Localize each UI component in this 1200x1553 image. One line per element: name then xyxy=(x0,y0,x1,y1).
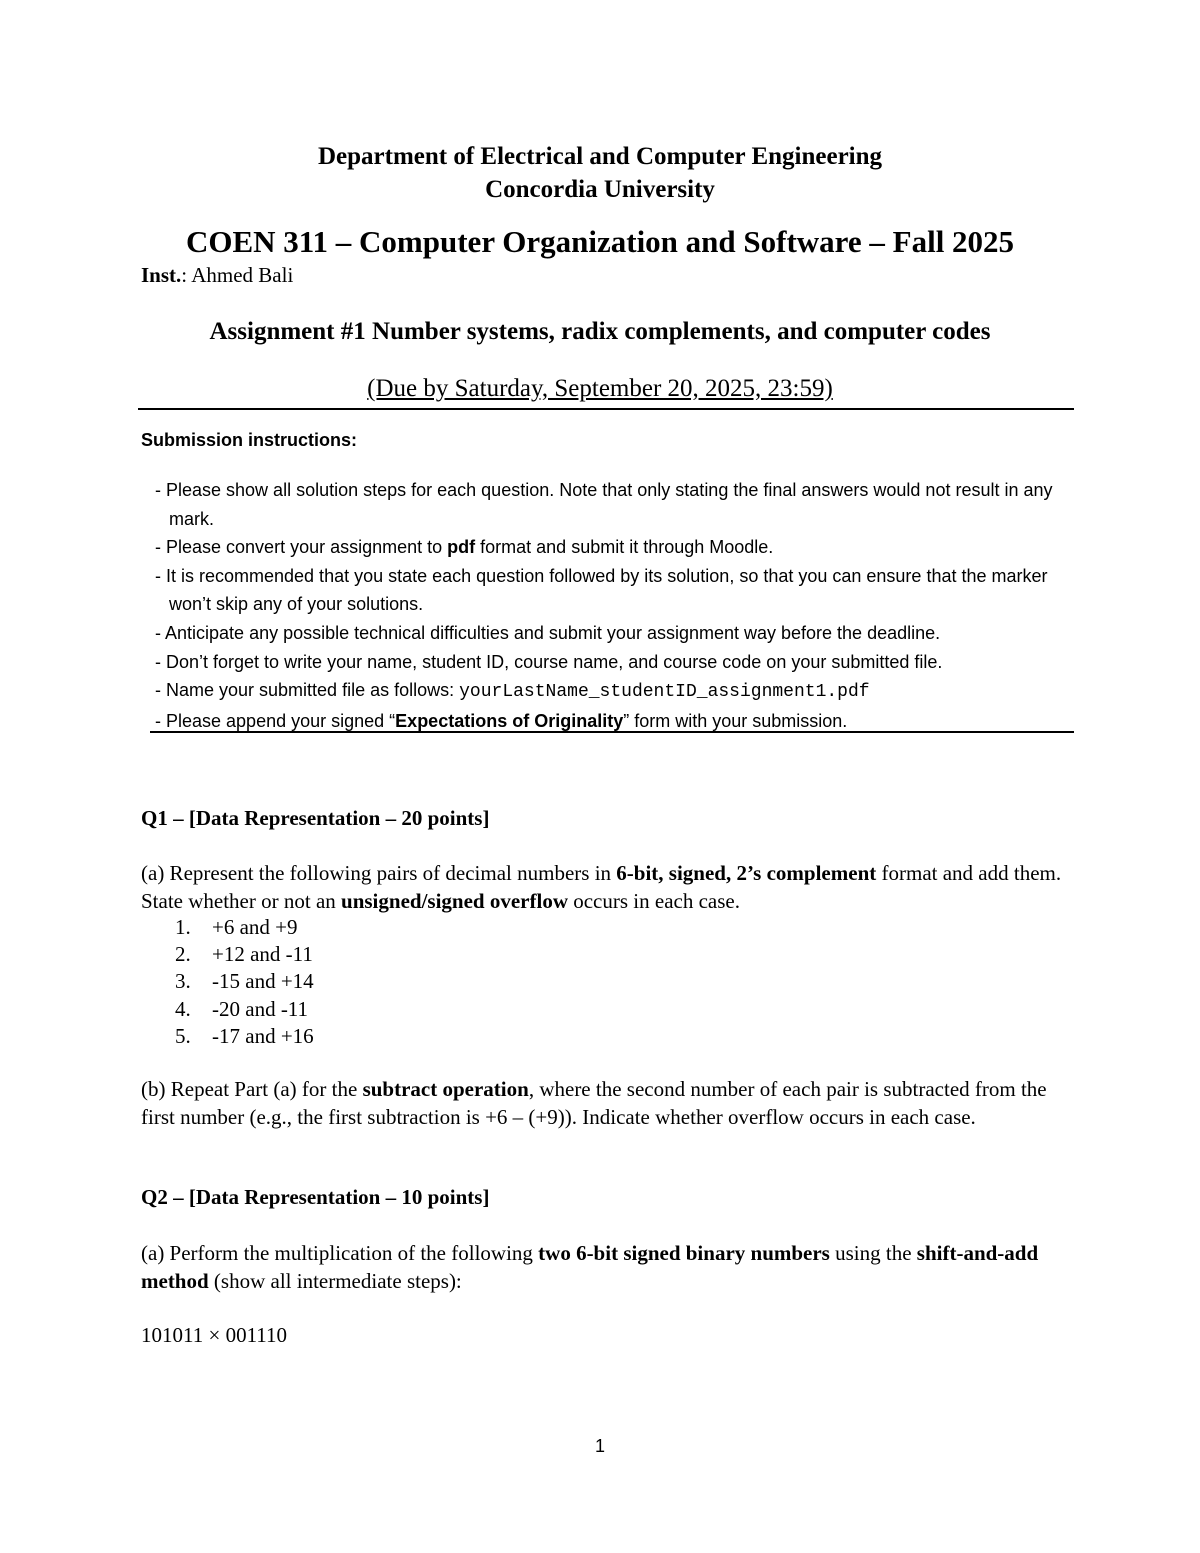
bottom-divider xyxy=(150,731,1074,733)
university-name: Concordia University xyxy=(485,176,715,203)
list-item: - Name your submitted file as follows: yourLastName_studentID_assignment1.pdf xyxy=(155,676,1075,707)
department-name: Department of Electrical and Computer Engineering xyxy=(317,143,883,170)
q1-part-a: (a) Represent the following pairs of decimal numbers in 6-bit, signed, 2’s complement format and add them. State whether or not an unsigned/signed overflow occurs in each case. xyxy=(141,861,1062,913)
list-item: - Please convert your assignment to pdf format and submit it through Moodle. xyxy=(155,533,1075,562)
q2-expression: 101011 × 001110 xyxy=(141,1323,288,1347)
q2-part-a: (a) Perform the multiplication of the following two 6-bit signed binary numbers using the shift-and-add method (show all intermediate steps): xyxy=(141,1241,1039,1293)
instructor-line xyxy=(141,263,293,288)
list-item: - Please show all solution steps for each question. Note that only stating the final answers would not result in any mark. xyxy=(155,476,1075,533)
list-item: 2. +12 and -11 xyxy=(175,942,313,967)
list-item: - It is recommended that you state each question followed by its solution, so that you can ensure that the marker won’t skip any of your solutions. xyxy=(155,562,1075,619)
filename-format: yourLastName_studentID_assignment1.pdf xyxy=(459,682,870,703)
top-divider xyxy=(138,408,1074,410)
q1-pairs-list xyxy=(175,914,314,1050)
page-number: 1 xyxy=(594,1436,605,1456)
submission-list xyxy=(155,476,1075,735)
list-item: 3. -15 and +14 xyxy=(175,969,314,994)
q1-part-b: (b) Repeat Part (a) for the subtract operation, where the second number of each pair is subtracted from the first number (e.g., the first subtraction is +6 – (+9)). Indicate whether overflow occurs in each case. xyxy=(141,1077,1047,1129)
due-date: (Due by Saturday, September 20, 2025, 23:59) xyxy=(367,375,833,402)
instructor-label: Inst. xyxy=(141,263,182,287)
submission-heading: Submission instructions: xyxy=(141,430,358,450)
list-item: - Don’t forget to write your name, student ID, course name, and course code on your submitted file. xyxy=(155,648,1075,677)
list-item: 4. -20 and -11 xyxy=(175,996,309,1021)
list-item: - Anticipate any possible technical difficulties and submit your assignment way before the deadline. xyxy=(155,619,1075,648)
list-item: 5. -17 and +16 xyxy=(175,1023,314,1048)
list-item: 1. +6 and +9 xyxy=(175,915,298,939)
course-title: COEN 311 – Computer Organization and Software – Fall 2025 xyxy=(185,224,1015,259)
assignment-title: Assignment #1 Number systems, radix complements, and computer codes xyxy=(209,318,991,345)
q2-heading: Q2 – [Data Representation – 10 points] xyxy=(141,1185,490,1209)
instructor-name: : Ahmed Bali xyxy=(181,263,294,287)
list-item: - Please append your signed “Expectations of Originality” form with your submission. xyxy=(155,707,1075,736)
q1-heading: Q1 – [Data Representation – 20 points] xyxy=(141,806,490,830)
